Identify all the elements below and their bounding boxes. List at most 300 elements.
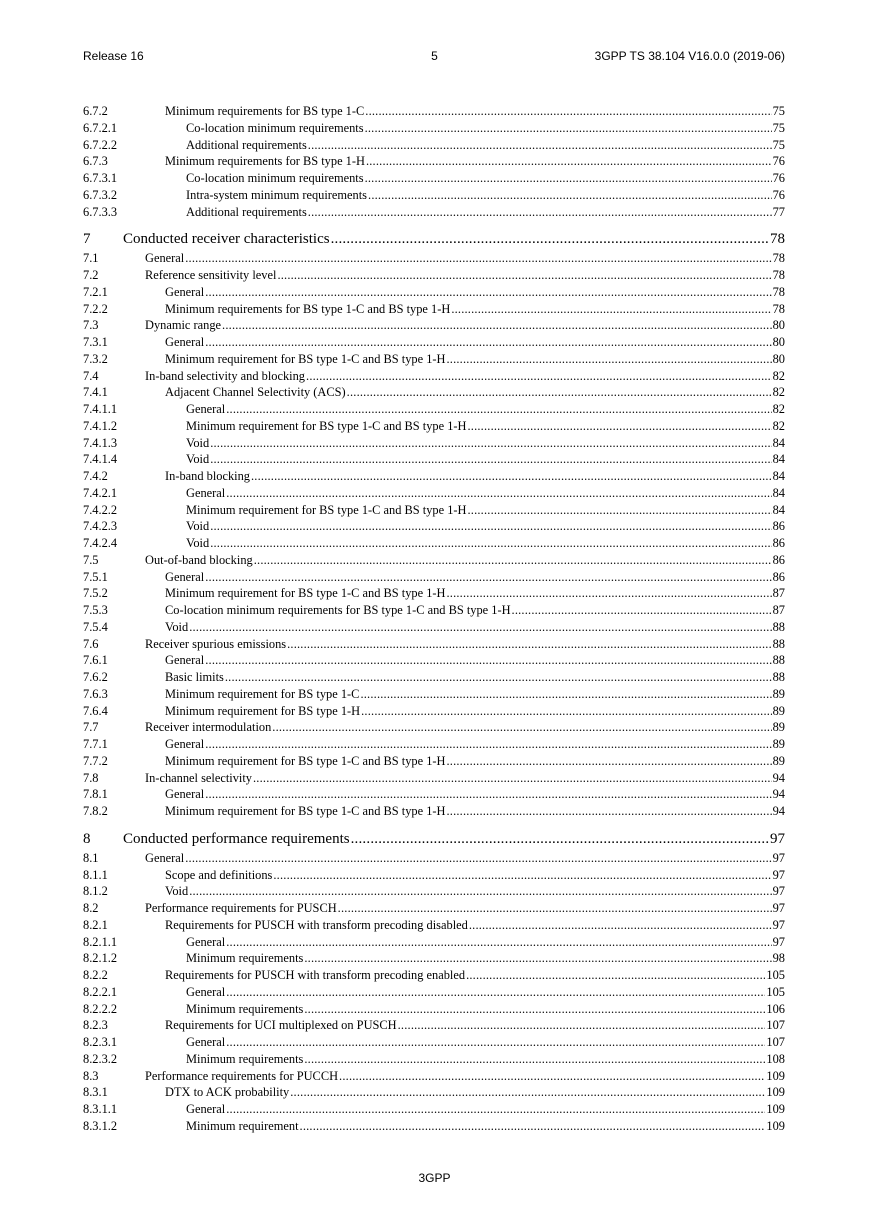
toc-entry-page: 84: [772, 469, 785, 483]
toc-entry[interactable]: [83, 686, 785, 703]
toc-entry[interactable]: [83, 502, 785, 519]
toc-entry-number: 7.2: [83, 268, 99, 282]
toc-entry-body: [145, 317, 785, 334]
toc-entry-body: [165, 468, 785, 485]
toc-entry[interactable]: [83, 719, 785, 736]
toc-entry-page: 98: [772, 951, 785, 966]
toc-entry[interactable]: [83, 250, 785, 267]
toc-entry-title: Minimum requirements: [186, 1051, 304, 1066]
toc-dot-leader: [308, 204, 772, 221]
toc-entry-number: 8.2.1.1: [83, 934, 118, 949]
toc-entry-title: Requirements for PUSCH with transform precoding disabled: [165, 917, 468, 932]
toc-entry[interactable]: [83, 753, 785, 770]
toc-entry[interactable]: [83, 351, 785, 368]
toc-entry-title: Adjacent Channel Selectivity (ACS): [165, 385, 346, 400]
toc-entry[interactable]: [83, 602, 785, 619]
toc-entry[interactable]: [83, 967, 785, 984]
toc-entry-body: [186, 1034, 785, 1051]
toc-dot-leader: [205, 652, 771, 669]
toc-entry-body: [165, 284, 785, 301]
toc-entry-page: 108: [766, 1051, 785, 1066]
toc-entry-number: 7.4.1.4: [83, 452, 118, 467]
toc-entry-title: General: [186, 934, 226, 949]
toc-entry-title: General: [145, 251, 185, 266]
toc-entry[interactable]: [83, 569, 785, 586]
toc-entry-title: Performance requirements for PUCCH: [145, 1068, 339, 1083]
toc-entry-title: Minimum requirement for BS type 1-C and BS type 1-H: [165, 753, 446, 768]
toc-dot-leader: [365, 120, 772, 137]
toc-entry-body: [186, 120, 785, 137]
toc-entry[interactable]: [83, 1034, 785, 1051]
toc-entry-number: 7: [83, 231, 91, 248]
toc-entry-title: Minimum requirement for BS type 1-C and BS type 1-H: [165, 586, 446, 601]
toc-dot-leader: [365, 170, 772, 187]
toc-entry-page: 80: [772, 335, 785, 349]
toc-entry-body: [186, 1101, 785, 1118]
toc-entry-body: [145, 267, 785, 284]
toc-entry-title: Minimum requirements: [186, 951, 304, 966]
toc-entry[interactable]: [83, 669, 785, 686]
toc-entry[interactable]: [83, 619, 785, 636]
toc-entry-title: General: [186, 984, 226, 999]
toc-entry-number: 6.7.2: [83, 104, 108, 118]
toc-entry-body: [165, 334, 785, 351]
toc-entry[interactable]: [83, 170, 785, 187]
toc-dot-leader: [205, 334, 771, 351]
toc-entry-number: 8.2.2: [83, 968, 108, 982]
toc-entry-title: General: [145, 850, 185, 865]
toc-dot-leader: [205, 786, 771, 803]
toc-entry[interactable]: [83, 883, 785, 900]
toc-entry-page: 82: [772, 368, 785, 383]
toc-dot-leader: [360, 686, 771, 703]
toc-entry-number: 7.6: [83, 636, 99, 651]
toc-entry-title: Out-of-band blocking: [145, 552, 253, 567]
toc-entry-page: 78: [770, 231, 785, 248]
toc-entry-number: 8.2.2.2: [83, 1001, 118, 1016]
toc-dot-leader: [185, 850, 771, 867]
toc-entry-body: [165, 967, 785, 984]
toc-entry-title: Minimum requirement for BS type 1-C and BS type 1-H: [186, 418, 467, 433]
toc-entry-body: [186, 1051, 785, 1068]
toc-entry[interactable]: [83, 301, 785, 318]
toc-entry-body: [145, 250, 785, 267]
toc-entry[interactable]: [83, 401, 785, 418]
toc-entry[interactable]: [83, 850, 785, 867]
toc-dot-leader: [226, 401, 771, 418]
toc-dot-leader: [222, 317, 772, 334]
toc-entry[interactable]: [83, 317, 785, 334]
toc-entry-page: 97: [772, 901, 785, 915]
toc-entry-number: 7.6.4: [83, 703, 108, 718]
toc-dot-leader: [446, 803, 771, 820]
toc-entry-title: Void: [165, 619, 189, 634]
toc-entry-number: 6.7.3.1: [83, 171, 118, 185]
toc-entry-title: Minimum requirement: [186, 1118, 299, 1133]
toc-entry[interactable]: [83, 228, 785, 250]
toc-entry-body: [165, 883, 785, 900]
toc-entry-title: Minimum requirement for BS type 1-H: [165, 703, 361, 718]
toc-entry-number: 7.4: [83, 368, 99, 383]
toc-entry-page: 97: [772, 850, 785, 865]
toc-entry-page: 75: [772, 104, 785, 118]
toc-entry-page: 86: [772, 536, 785, 550]
toc-entry-number: 7.4.1: [83, 385, 108, 400]
toc-entry-page: 84: [772, 435, 785, 450]
toc-entry-title: General: [186, 402, 226, 416]
toc-entry-body: [165, 703, 785, 720]
toc-entry[interactable]: [83, 384, 785, 401]
toc-dot-leader: [277, 267, 771, 284]
toc-entry-page: 94: [772, 787, 785, 802]
toc-entry[interactable]: [83, 585, 785, 602]
toc-entry[interactable]: [83, 770, 785, 787]
toc-entry-number: 8.3.1: [83, 1085, 108, 1100]
toc-entry-body: [186, 950, 785, 967]
toc-entry-page: 75: [772, 137, 785, 152]
toc-entry[interactable]: [83, 204, 785, 221]
toc-entry-number: 8.2.1: [83, 917, 108, 932]
toc-entry-number: 8.3.1.2: [83, 1118, 118, 1133]
toc-entry-body: [145, 719, 785, 736]
table-of-contents: [83, 103, 785, 1135]
toc-entry-number: 7.4.2.2: [83, 502, 118, 517]
toc-entry-title: Co-location minimum requirements: [186, 120, 364, 135]
toc-entry-number: 8.2.2.1: [83, 984, 118, 999]
toc-entry-page: 109: [766, 1102, 785, 1116]
toc-entry-body: [165, 351, 785, 368]
toc-entry-page: 89: [772, 737, 785, 751]
toc-entry[interactable]: [83, 153, 785, 170]
toc-entry-number: 6.7.3.3: [83, 204, 118, 219]
toc-entry-title: General: [186, 1102, 226, 1116]
toc-entry-page: 86: [772, 552, 785, 567]
toc-entry-number: 7.2.2: [83, 301, 108, 316]
toc-entry-number: 8.2.3.1: [83, 1035, 118, 1049]
toc-entry-number: 7.7.2: [83, 753, 108, 768]
toc-entry-page: 89: [772, 720, 785, 735]
toc-entry-title: Additional requirements: [186, 137, 307, 152]
toc-entry-title: Receiver intermodulation: [145, 720, 272, 735]
toc-entry[interactable]: [83, 636, 785, 653]
toc-entry-title: DTX to ACK probability: [165, 1085, 290, 1100]
toc-entry-title: Conducted receiver characteristics: [123, 228, 331, 250]
toc-dot-leader: [226, 1034, 765, 1051]
toc-entry-page: 89: [772, 686, 785, 701]
toc-dot-leader: [226, 485, 771, 502]
toc-entry-title: Void: [186, 536, 210, 550]
toc-dot-leader: [331, 228, 769, 250]
toc-entry-number: 8.2: [83, 901, 99, 915]
toc-entry-page: 78: [772, 284, 785, 299]
toc-entry-page: 107: [766, 1035, 785, 1049]
toc-dot-leader: [226, 934, 771, 951]
toc-entry[interactable]: [83, 803, 785, 820]
toc-entry-body: [145, 636, 785, 653]
toc-dot-leader: [347, 384, 772, 401]
toc-entry-number: 7.6.1: [83, 653, 108, 668]
toc-entry[interactable]: [83, 736, 785, 753]
toc-entry[interactable]: [83, 187, 785, 204]
toc-entry-body: [165, 786, 785, 803]
toc-entry[interactable]: [83, 435, 785, 452]
toc-dot-leader: [366, 153, 772, 170]
toc-entry-number: 7.7: [83, 720, 99, 735]
toc-entry[interactable]: [83, 1084, 785, 1101]
toc-entry-page: 105: [766, 968, 785, 982]
toc-entry-body: [165, 1017, 785, 1034]
toc-entry-page: 97: [772, 934, 785, 949]
toc-entry-body: [165, 686, 785, 703]
toc-entry[interactable]: [83, 552, 785, 569]
toc-entry-body: [186, 170, 785, 187]
toc-dot-leader: [467, 502, 771, 519]
toc-dot-leader: [469, 917, 772, 934]
toc-entry-body: [165, 602, 785, 619]
toc-dot-leader: [446, 351, 771, 368]
toc-entry[interactable]: [83, 867, 785, 884]
toc-entry-number: 7.6.3: [83, 686, 108, 701]
toc-entry-number: 7.3.2: [83, 351, 108, 366]
toc-entry-title: Receiver spurious emissions: [145, 636, 287, 651]
toc-entry-title: General: [186, 485, 226, 500]
toc-entry-number: 7.6.2: [83, 670, 108, 684]
toc-entry-page: 84: [772, 502, 785, 517]
toc-entry-body: [145, 770, 785, 787]
toc-dot-leader: [512, 602, 772, 619]
toc-entry-page: 86: [772, 569, 785, 584]
toc-entry-number: 8.2.1.2: [83, 951, 118, 966]
toc-entry-body: [165, 103, 785, 120]
toc-dot-leader: [446, 753, 771, 770]
toc-entry-body: [145, 850, 785, 867]
toc-entry[interactable]: [83, 786, 785, 803]
toc-entry-number: 7.5.3: [83, 603, 108, 617]
footer-label: 3GPP: [418, 1171, 451, 1185]
toc-entry[interactable]: [83, 120, 785, 137]
toc-dot-leader: [467, 418, 771, 435]
toc-entry-title: Minimum requirement for BS type 1-C and BS type 1-H: [165, 804, 446, 818]
toc-dot-leader: [304, 950, 771, 967]
toc-entry-body: [186, 1118, 785, 1135]
toc-entry-title: Requirements for UCI multiplexed on PUSCH: [165, 1018, 397, 1033]
toc-entry-number: 8.3.1.1: [83, 1102, 118, 1116]
toc-entry-body: [123, 828, 785, 850]
toc-dot-leader: [253, 770, 772, 787]
toc-entry-number: 7.4.2.1: [83, 485, 118, 500]
toc-entry[interactable]: [83, 535, 785, 552]
toc-dot-leader: [361, 703, 771, 720]
toc-dot-leader: [205, 569, 771, 586]
toc-entry-title: General: [165, 653, 205, 668]
toc-dot-leader: [254, 552, 772, 569]
toc-entry-page: 80: [772, 318, 785, 333]
toc-entry-body: [186, 535, 785, 552]
toc-entry[interactable]: [83, 917, 785, 934]
toc-entry-title: Conducted performance requirements: [123, 828, 351, 850]
toc-entry-page: 84: [772, 452, 785, 467]
toc-dot-leader: [368, 187, 772, 204]
toc-entry[interactable]: [83, 950, 785, 967]
toc-entry[interactable]: [83, 984, 785, 1001]
toc-entry[interactable]: [83, 1118, 785, 1135]
toc-entry-body: [165, 669, 785, 686]
toc-dot-leader: [272, 719, 771, 736]
toc-entry-title: Minimum requirements: [186, 1001, 304, 1016]
toc-entry-title: General: [165, 737, 205, 751]
toc-entry-body: [145, 1068, 785, 1085]
toc-entry[interactable]: [83, 468, 785, 485]
toc-entry-number: 6.7.3.2: [83, 187, 118, 202]
toc-entry-body: [145, 368, 785, 385]
toc-dot-leader: [365, 103, 771, 120]
toc-entry[interactable]: [83, 451, 785, 468]
toc-entry-body: [165, 153, 785, 170]
toc-entry-body: [123, 228, 785, 250]
toc-entry-title: In-channel selectivity: [145, 770, 252, 785]
toc-dot-leader: [451, 301, 771, 318]
toc-entry[interactable]: [83, 900, 785, 917]
toc-entry-page: 77: [772, 204, 785, 219]
toc-dot-leader: [304, 1001, 765, 1018]
toc-dot-leader: [300, 1118, 766, 1135]
toc-entry-body: [186, 137, 785, 154]
toc-dot-leader: [446, 585, 771, 602]
toc-entry-number: 7.3.1: [83, 335, 108, 349]
toc-entry-body: [145, 900, 785, 917]
toc-entry-title: Performance requirements for PUSCH: [145, 901, 337, 915]
toc-entry[interactable]: [83, 828, 785, 850]
toc-dot-leader: [210, 518, 771, 535]
toc-entry-page: 75: [772, 120, 785, 135]
toc-entry-page: 76: [772, 154, 785, 169]
toc-entry[interactable]: [83, 284, 785, 301]
toc-dot-leader: [189, 883, 771, 900]
toc-dot-leader: [466, 967, 765, 984]
toc-entry-body: [165, 585, 785, 602]
toc-entry[interactable]: [83, 934, 785, 951]
toc-entry-number: 7.4.1.1: [83, 402, 118, 416]
toc-entry[interactable]: [83, 368, 785, 385]
toc-entry-title: Reference sensitivity level: [145, 268, 277, 282]
toc-entry-title: Void: [186, 519, 210, 534]
toc-entry-page: 109: [766, 1085, 785, 1100]
toc-entry-body: [186, 204, 785, 221]
toc-entry-number: 6.7.3: [83, 154, 108, 169]
toc-entry-number: 6.7.2.1: [83, 120, 118, 135]
toc-dot-leader: [225, 669, 772, 686]
toc-entry-page: 89: [772, 753, 785, 768]
toc-entry-page: 76: [772, 171, 785, 185]
toc-entry-title: General: [165, 335, 205, 349]
toc-entry-body: [186, 451, 785, 468]
toc-entry-page: 97: [772, 917, 785, 932]
toc-entry-page: 84: [772, 485, 785, 500]
toc-entry-page: 106: [766, 1001, 785, 1016]
toc-entry-number: 7.5.4: [83, 619, 108, 634]
toc-entry-page: 86: [772, 519, 785, 534]
toc-entry[interactable]: [83, 518, 785, 535]
toc-entry[interactable]: [83, 1001, 785, 1018]
toc-entry-number: 7.5.2: [83, 586, 108, 601]
toc-entry-body: [186, 187, 785, 204]
header-page-number: 5: [431, 49, 438, 63]
toc-entry-title: Intra-system minimum requirements: [186, 187, 368, 202]
toc-entry[interactable]: [83, 485, 785, 502]
toc-dot-leader: [205, 284, 771, 301]
toc-entry-page: 76: [772, 187, 785, 202]
toc-entry-number: 8.3: [83, 1068, 99, 1083]
toc-entry-body: [186, 934, 785, 951]
toc-entry-page: 109: [766, 1068, 785, 1083]
toc-entry-page: 82: [772, 418, 785, 433]
toc-entry-page: 80: [772, 351, 785, 366]
toc-entry[interactable]: [83, 267, 785, 284]
toc-entry-body: [165, 652, 785, 669]
toc-entry[interactable]: [83, 1017, 785, 1034]
toc-dot-leader: [226, 984, 765, 1001]
toc-entry-number: 7.8: [83, 770, 99, 785]
toc-entry-title: Requirements for PUSCH with transform precoding enabled: [165, 968, 466, 982]
toc-entry-number: 7.4.2.4: [83, 536, 118, 550]
toc-dot-leader: [306, 368, 772, 385]
toc-entry-body: [145, 552, 785, 569]
toc-entry-title: Minimum requirements for BS type 1-C: [165, 104, 365, 118]
toc-entry[interactable]: [83, 137, 785, 154]
toc-entry-number: 7.4.2.3: [83, 519, 118, 534]
toc-dot-leader: [290, 1084, 765, 1101]
toc-entry-page: 78: [772, 251, 785, 266]
toc-entry-body: [186, 984, 785, 1001]
toc-entry-number: 8.2.3.2: [83, 1051, 118, 1066]
toc-entry[interactable]: [83, 334, 785, 351]
toc-dot-leader: [251, 468, 772, 485]
toc-entry[interactable]: [83, 418, 785, 435]
toc-dot-leader: [210, 435, 771, 452]
toc-entry-title: Void: [186, 452, 210, 467]
toc-entry-body: [186, 435, 785, 452]
toc-entry[interactable]: [83, 703, 785, 720]
toc-dot-leader: [210, 451, 771, 468]
toc-entry-page: 89: [772, 703, 785, 718]
toc-entry-page: 97: [772, 867, 785, 882]
toc-entry-body: [165, 753, 785, 770]
toc-entry-body: [165, 736, 785, 753]
toc-entry-body: [186, 401, 785, 418]
toc-entry-number: 7.4.2: [83, 469, 108, 483]
toc-entry[interactable]: [83, 103, 785, 120]
toc-entry-body: [165, 384, 785, 401]
toc-entry-page: 82: [772, 385, 785, 400]
toc-entry[interactable]: [83, 652, 785, 669]
toc-entry[interactable]: [83, 1051, 785, 1068]
toc-entry-page: 88: [772, 619, 785, 634]
toc-entry-number: 7.5: [83, 552, 99, 567]
toc-entry[interactable]: [83, 1068, 785, 1085]
toc-entry-number: 7.7.1: [83, 737, 108, 751]
toc-entry-title: Void: [186, 435, 210, 450]
toc-entry-title: Minimum requirement for BS type 1-C and BS type 1-H: [186, 502, 467, 517]
toc-entry-number: 8: [83, 830, 91, 847]
toc-entry-title: Co-location minimum requirements: [186, 171, 364, 185]
toc-entry[interactable]: [83, 1101, 785, 1118]
toc-entry-title: Void: [165, 884, 189, 899]
toc-entry-page: 88: [772, 636, 785, 651]
toc-entry-body: [165, 619, 785, 636]
toc-entry-number: 7.3: [83, 318, 99, 333]
toc-entry-body: [165, 1084, 785, 1101]
toc-dot-leader: [351, 828, 769, 850]
